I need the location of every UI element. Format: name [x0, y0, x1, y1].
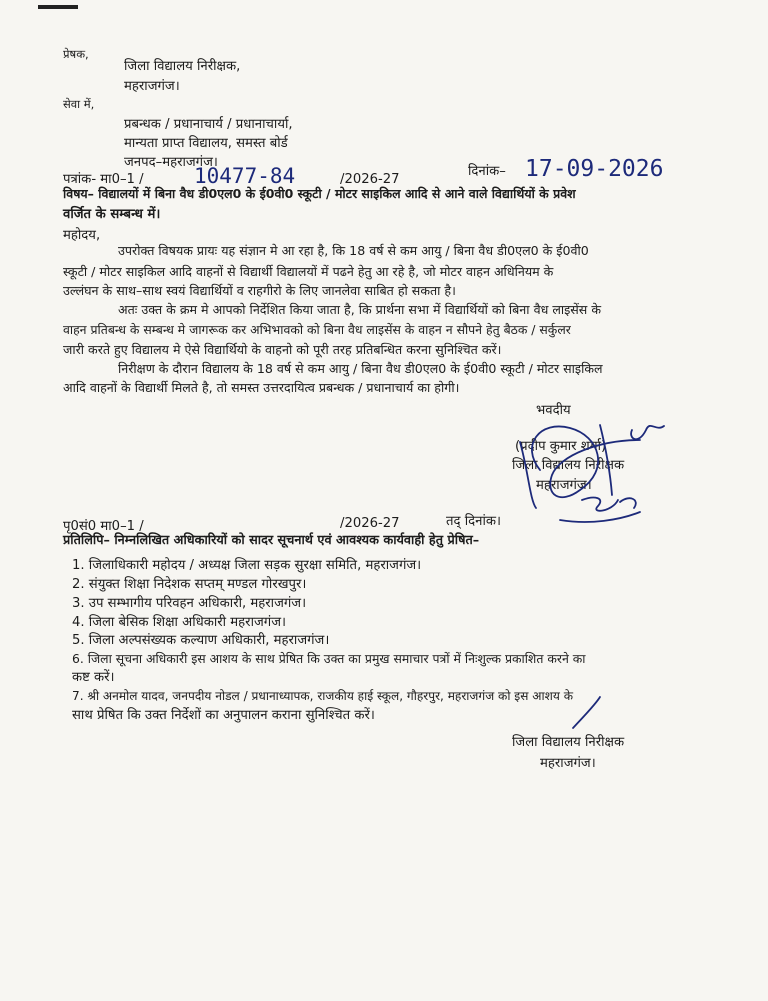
copy-date: तद् दिनांक।: [446, 514, 501, 529]
subject-line1: विषय– विद्यालयों में बिना वैध डी0एल0 के ई0वी0 स्कूटी / मोटर साइकिल आदि से आने वाले विद्यार्थियों के प्रवेश: [63, 186, 576, 201]
patrank-label: पत्रांक- मा0–1 /: [63, 172, 144, 187]
copy-item-7-cont: साथ प्रेषित कि उक्त निर्देशों का अनुपालन कराना सुनिश्चित करें।: [72, 708, 375, 723]
date-value: 17-09-2026: [525, 156, 664, 182]
para1-line3: उल्लंघन के साथ–साथ स्वयं विद्यार्थियों व राहगीरो के लिए जानलेवा साबित हो सकता है।: [63, 283, 456, 298]
subject-line2: वर्जित के सम्बन्ध में।: [63, 207, 161, 222]
copy-intro: प्रतिलिपि– निम्नलिखित अधिकारियों को सादर सूचनार्थ एवं आवश्यक कार्यवाही हेतु प्रेषित–: [63, 533, 480, 548]
recipient-line3: जनपद–महराजगंज।: [124, 155, 218, 170]
patrank-number: 10477-84: [194, 164, 296, 188]
para2-line2: वाहन प्रतिबन्ध के सम्बन्ध मे जागरूक कर अभिभावको को बिना वैध लाइसेंस के वाहन न सौपने हेतु बैठक / सर्कुलर: [63, 322, 571, 337]
signer2-designation: जिला विद्यालय निरीक्षक: [512, 735, 625, 750]
signer-place: महराजगंज।: [536, 478, 592, 493]
signer-designation: जिला विद्यालय निरीक्षक: [512, 458, 625, 473]
copy-item-2: 2. संयुक्त शिक्षा निदेशक सप्तम् मण्डल गोरखपुर।: [72, 577, 307, 592]
sender-label: प्रेषक,: [63, 47, 89, 61]
salutation: महोदय,: [63, 228, 101, 243]
copy-item-4: 4. जिला बेसिक शिक्षा अधिकारी महराजगंज।: [72, 615, 286, 630]
closing: भवदीय: [536, 403, 571, 418]
patrank-year: /2026-27: [340, 172, 400, 187]
para3-line2: आदि वाहनों के विद्यार्थी मिलते है, तो समस्त उत्तरदायित्व प्रबन्धक / प्रधानाचार्य का होगी।: [63, 380, 460, 395]
copy-item-3: 3. उप सम्भागीय परिवहन अधिकारी, महराजगंज।: [72, 596, 307, 611]
para1-line2: स्कूटी / मोटर साइकिल आदि वाहनों से विद्यार्थी विद्यालयों में पढने हेतु आ रहे है, जो मोटर वाहन अधिनियम के: [63, 264, 554, 279]
copy-item-6-cont: कष्ट करें।: [72, 670, 115, 685]
para2-line1: अतः उक्त के क्रम मे आपको निर्देशित किया जाता है, कि प्रार्थना सभा में विद्यार्थियों को बिना वैध लाइसेंस के: [118, 302, 602, 317]
copy-year: /2026-27: [340, 516, 400, 531]
sender-place: महराजगंज।: [124, 79, 180, 94]
para2-line3: जारी करते हुए विद्यालय मे ऐसे विद्यार्थियो के वाहनो को पूरी तरह प्रतिबन्धित करना सुनिश्चित करें।: [63, 342, 502, 357]
date-label: दिनांक–: [468, 164, 506, 179]
copy-item-6: 6. जिला सूचना अधिकारी इस आशय के साथ प्रेषित कि उक्त का प्रमुख समाचार पत्रों में निःशुल्क प्रकाशित करने का: [72, 651, 586, 666]
copy-item-1: 1. जिलाधिकारी महोदय / अध्यक्ष जिला सड़क सुरक्षा समिति, महराजगंज।: [72, 558, 422, 573]
sender-name: जिला विद्यालय निरीक्षक,: [124, 59, 241, 74]
signer-name: (प्रदीप कुमार शर्मा): [515, 439, 607, 454]
para3-line1: निरीक्षण के दौरान विद्यालय के 18 वर्ष से कम आयु / बिना वैध डी0एल0 के ई0वी0 स्कूटी / मोटर साइकिल: [118, 361, 603, 376]
recipient-line2: मान्यता प्राप्त विद्यालय, समस्त बोर्ड: [124, 136, 288, 151]
to-label: सेवा में,: [63, 97, 95, 111]
copy-item-7: 7. श्री अनमोल यादव, जनपदीय नोडल / प्रधानाध्यापक, राजकीय हाई स्कूल, गौहरपुर, महराजगंज को इस आशय के: [72, 689, 573, 703]
signer2-place: महराजगंज।: [540, 756, 596, 771]
copy-ref: पृ0सं0 मा0–1 /: [63, 519, 144, 534]
para1-line1: उपरोक्त विषयक प्रायः यह संज्ञान मे आ रहा है, कि 18 वर्ष से कम आयु / बिना वैध डी0एल0 के ई0वी0: [118, 243, 589, 258]
copy-item-5: 5. जिला अल्पसंख्यक कल्याण अधिकारी, महराजगंज।: [72, 633, 330, 648]
recipient-line1: प्रबन्धक / प्रधानाचार्य / प्रधानाचार्या,: [124, 117, 293, 132]
